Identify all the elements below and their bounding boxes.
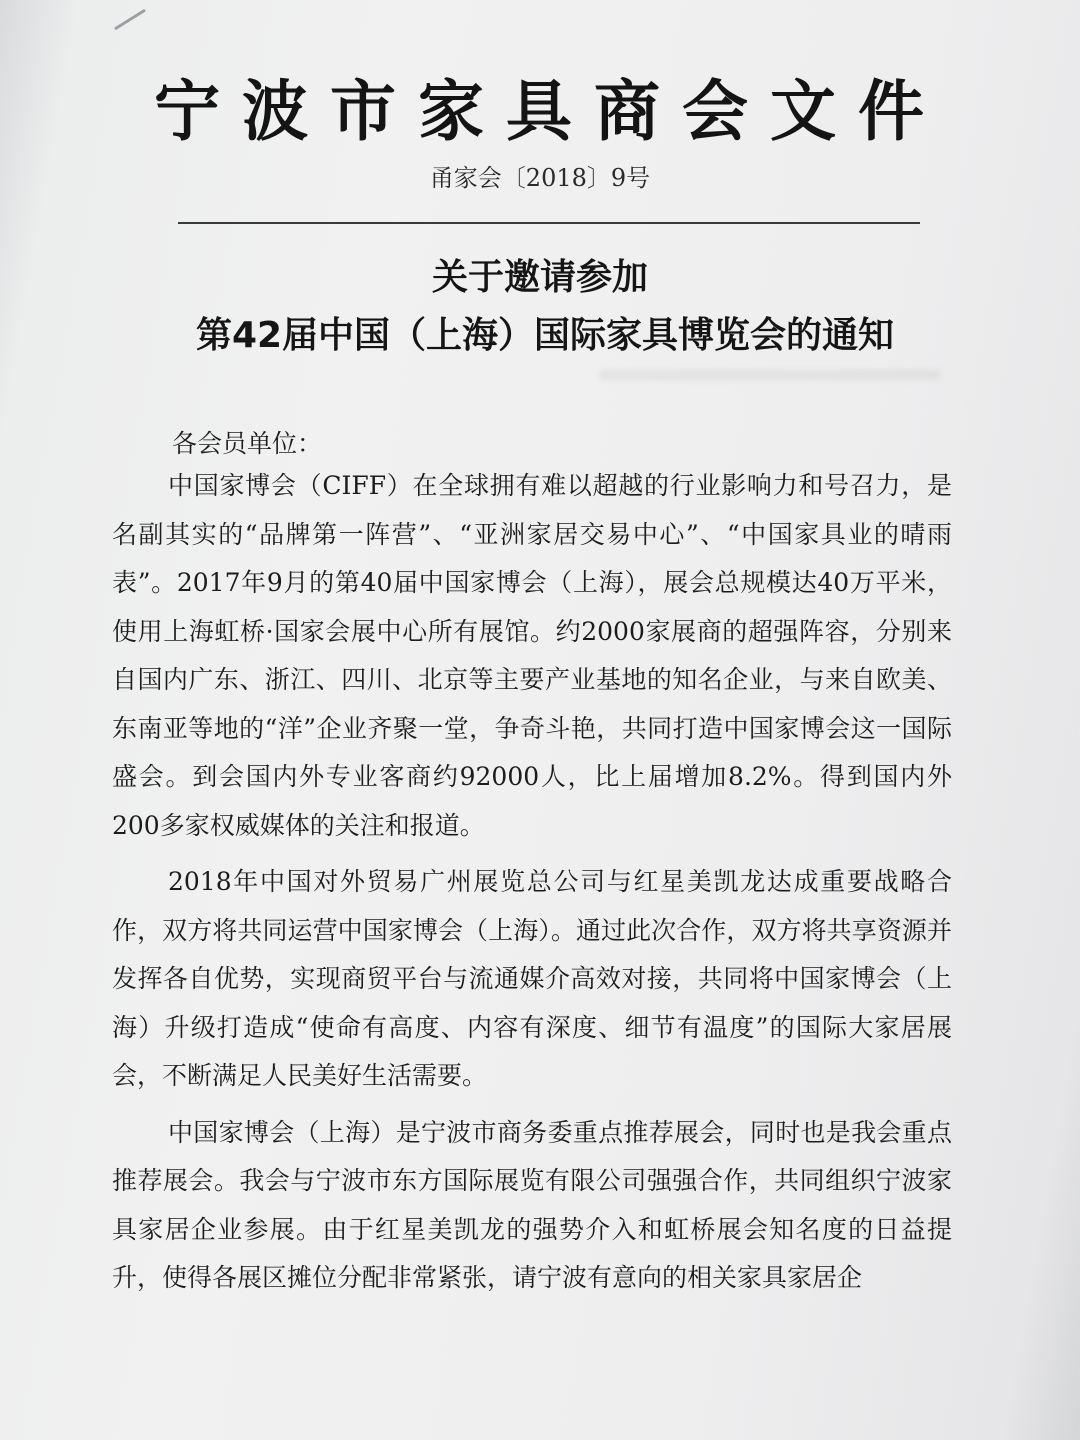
pen-mark — [114, 9, 146, 31]
document-header-title: 宁波市家具商会文件 — [154, 73, 946, 150]
salutation: 各会员单位： — [172, 429, 323, 458]
paragraph-3: 中国家博会（上海）是宁波市商务委重点推荐展会，同时也是我会重点推荐展会。我会与宁波市东方国际展览有限公司强强合作，共同组织宁波家具家居企业参展。由于红星美凯龙的强势介入和虹桥展会知名度的日益提升，使得各展区摊位分配非常紧张，请宁波有意向的相关家具家居企 — [112, 1117, 952, 1292]
body-text — [112, 462, 952, 1311]
notice-title — [0, 252, 1080, 368]
header-divider — [178, 222, 920, 224]
paragraph-2: 2018年中国对外贸易广州展览总公司与红星美凯龙达成重要战略合作，双方将共同运营中国家博会（上海）。通过此次合作，双方将共享资源并发挥各自优势，实现商贸平台与流通媒介高效对接，共同将中国家博会（上海）升级打造成“使命有高度、内容有深度、细节有温度”的国际大家居展会，不断满足人民美好生活需要。 — [112, 867, 952, 1090]
bleed-through-shadow — [600, 370, 940, 380]
notice-title-line-1: 关于邀请参加 — [431, 257, 648, 298]
notice-title-line-2: 第42届中国（上海）国际家具博览会的通知 — [195, 315, 895, 356]
document-number: 甬家会〔2018〕9号 — [429, 164, 651, 192]
paragraph-1: 中国家博会（CIFF）在全球拥有难以超越的行业影响力和号召力，是名副其实的“品牌第一阵营”、“亚洲家居交易中心”、“中国家具业的晴雨表”。2017年9月的第40届中国家博会（上海），展会总规模达40万平米，使用上海虹桥·国家会展中心所有展馆。约2000家展商的超强阵容，分别来自国内广东、浙江、四川、北京等主要产业基地的知名企业，与来自欧美、东南亚等地的“洋”企业齐聚一堂，争奇斗艳，共同打造中国家博会这一国际盛会。到会国内外专业客商约92000人，比上届增加8.2%。得到国内外200多家权威媒体的关注和报道。 — [112, 471, 952, 840]
